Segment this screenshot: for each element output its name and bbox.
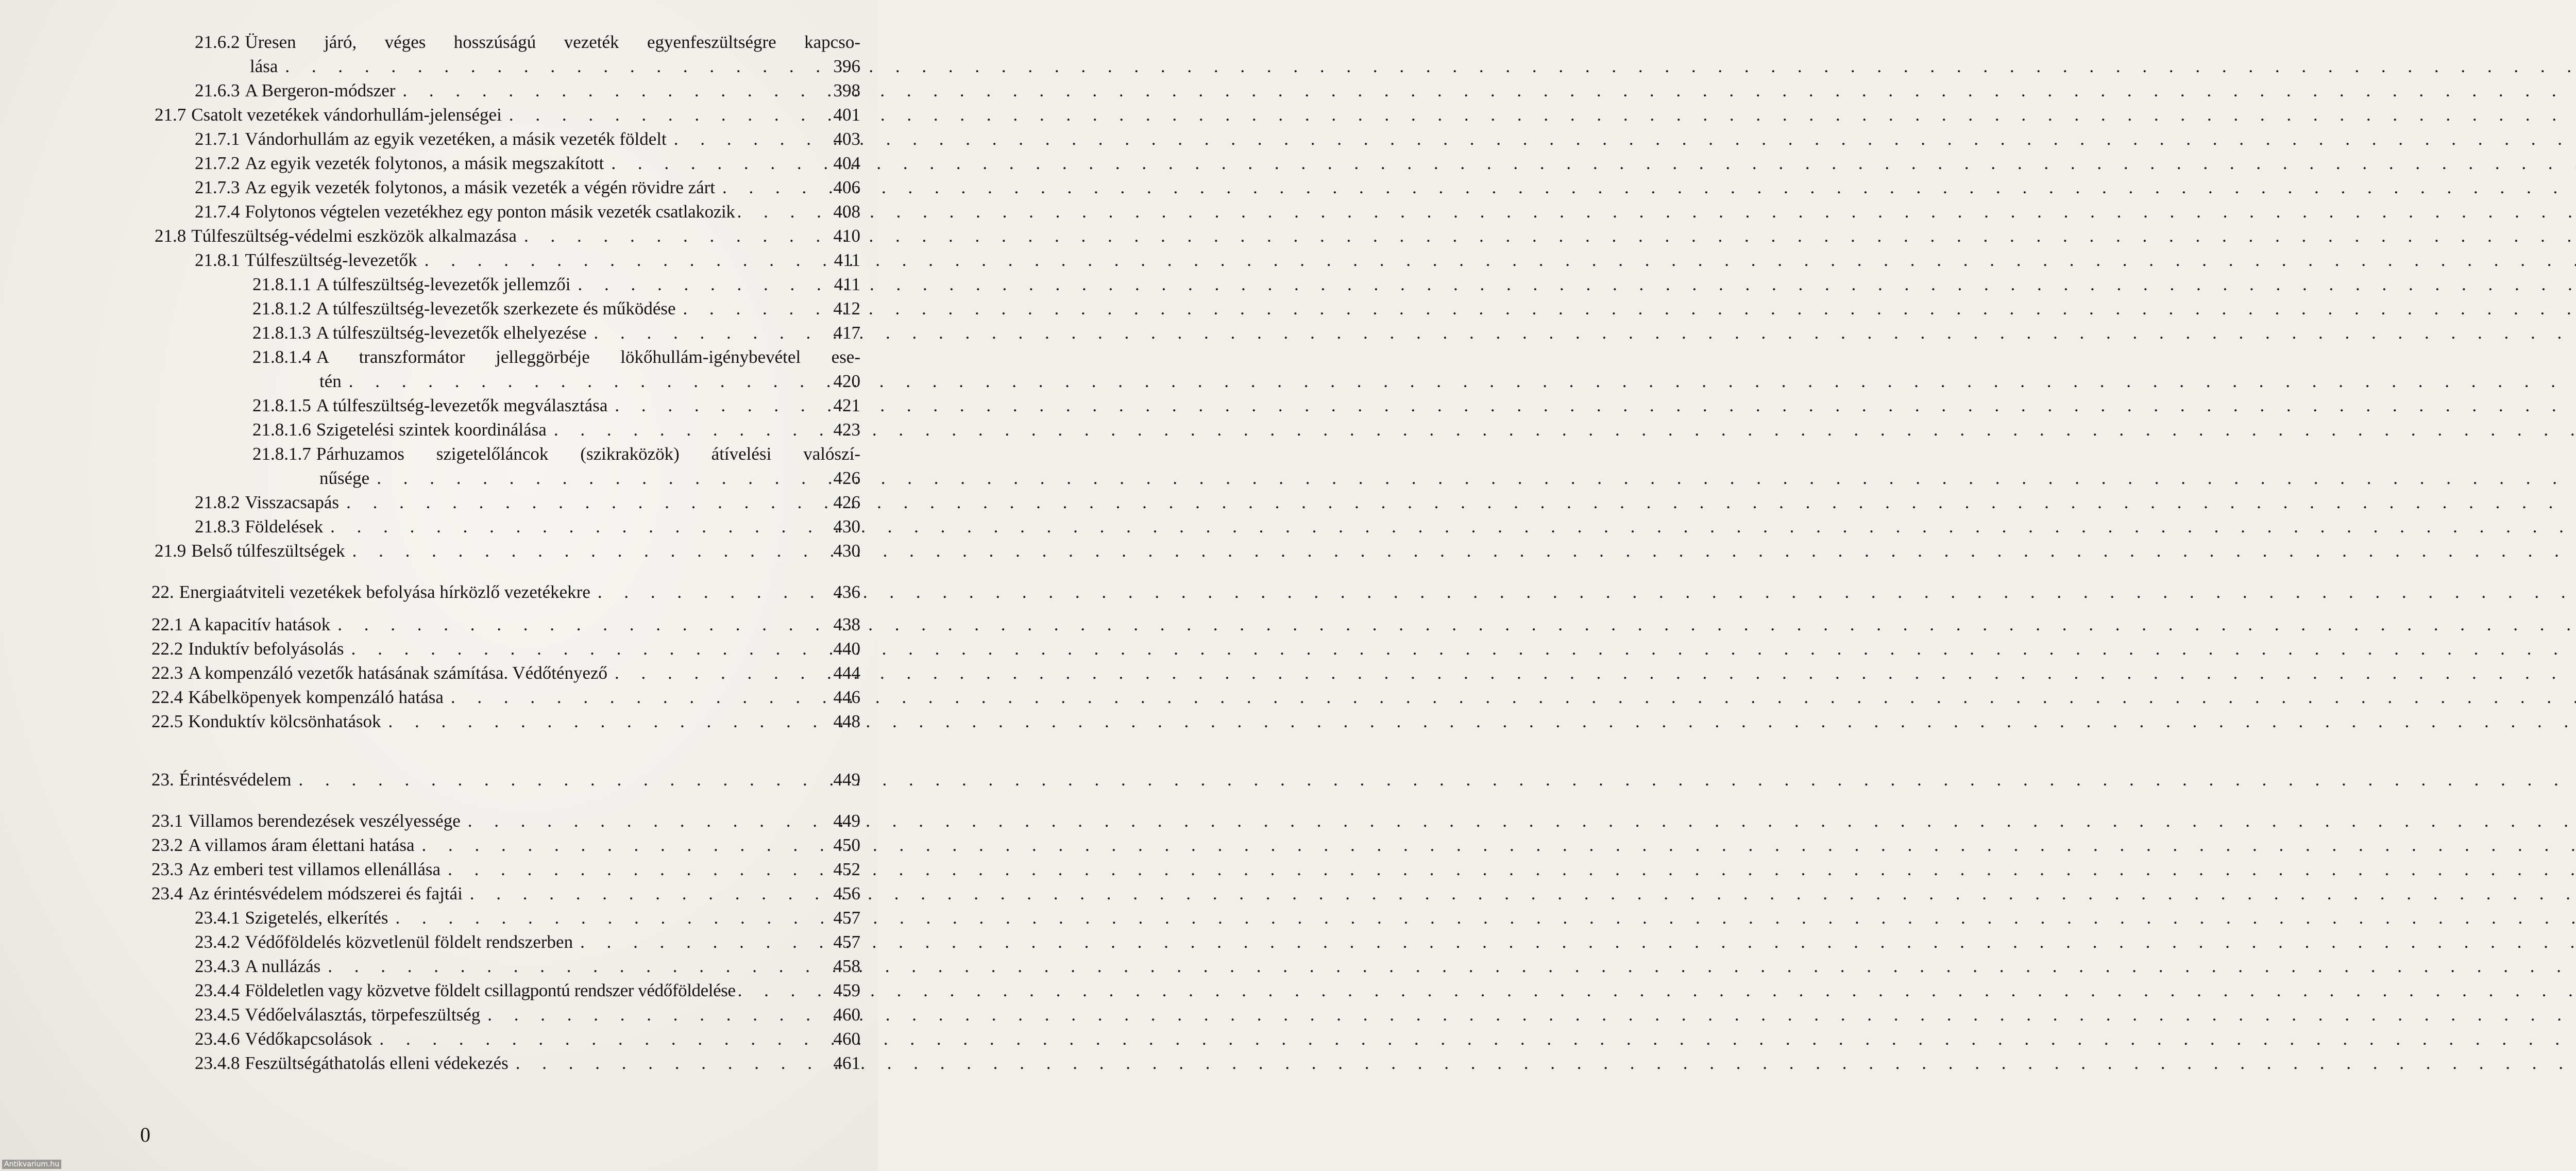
leader-dots [388, 709, 822, 733]
toc-number: 23.4.3 [195, 956, 240, 976]
toc-title-continued: nűsége [319, 468, 370, 488]
toc-entry-22-4 [151, 685, 860, 709]
toc-page-number: 449 [833, 811, 860, 831]
toc-title: A túlfeszültség-levezetők elhelyezése [316, 323, 587, 343]
leader-dots [674, 127, 822, 151]
toc-title: A transzformátor jelleggörbéje lökőhullám-igénybevétel ese- [316, 347, 860, 367]
toc-title: A kapacitív hatások [188, 614, 331, 634]
toc-entry-23-4-3 [195, 954, 860, 978]
toc-number: 21.8.1.1 [252, 274, 311, 294]
toc-title-continued: lása [250, 56, 278, 76]
toc-number: 21.8.1.5 [252, 395, 311, 415]
toc-page-number: 458 [833, 956, 860, 976]
toc-number: 22.5 [151, 711, 183, 731]
leader-dots [395, 906, 822, 930]
toc-page-number: 404 [833, 153, 860, 173]
toc-entry-21-8-1-7 [252, 442, 860, 490]
toc-title: Vándorhullám az egyik vezetéken, a másik vezeték földelt [245, 129, 667, 149]
toc-number: 21.7.1 [195, 129, 240, 149]
leader-dots [349, 369, 822, 393]
toc-entry-23-1 [151, 809, 860, 833]
leader-dots [346, 490, 822, 514]
leader-dots [580, 930, 822, 954]
toc-title: Szigetelési szintek koordinálása [316, 420, 547, 440]
toc-title: Földeletlen vagy közvetve földelt csillagpontú rendszer védőföldelése [245, 980, 736, 1000]
toc-page-number: 396 [833, 56, 860, 76]
toc-page-number: 452 [833, 859, 860, 879]
toc-entry-21-8 [155, 224, 860, 248]
toc-entry-23-4-5 [195, 1002, 860, 1027]
watermark-label: Antikvarium.hu [2, 1160, 61, 1169]
toc-number: 21.8.1.4 [252, 347, 311, 367]
toc-entry-21-8-1-3 [252, 321, 860, 345]
leader-dots [298, 767, 822, 792]
toc-entry-22-1 [151, 612, 860, 637]
toc-entry-21-8-1-1 [252, 272, 860, 296]
toc-page-number: 457 [833, 932, 860, 952]
toc-title-continued: tén [319, 371, 342, 391]
toc-page-number: 460 [833, 1029, 860, 1049]
leader-dots [352, 539, 822, 563]
toc-page-number: 412 [833, 298, 860, 319]
toc-page-number: 430 [833, 516, 860, 537]
toc-number: 23.4.2 [195, 932, 240, 952]
chapter-spacer [155, 733, 860, 767]
toc-entry-21-7 [155, 103, 860, 127]
toc-entry-23-4 [151, 881, 860, 906]
toc-title: Védőelválasztás, törpefeszültség [245, 1005, 481, 1025]
toc-number: 23.4.4 [195, 980, 240, 1000]
page-number-footer: 0 [140, 1123, 150, 1146]
toc-entry-21-9 [155, 539, 860, 563]
toc-number: 22.4 [151, 687, 183, 707]
leader-dots [451, 685, 822, 709]
leader-dots [509, 103, 822, 127]
toc-page-number: 410 [833, 226, 860, 246]
toc-page-number: 438 [833, 614, 860, 634]
toc-entry-21-8-1-2 [252, 296, 860, 321]
toc-number: 21.8.1.6 [252, 420, 311, 440]
toc-page-number: 417 [833, 323, 860, 343]
toc-number: 23. [151, 769, 174, 790]
toc-number: 21.7.4 [195, 202, 240, 222]
leader-dots [468, 809, 822, 833]
toc-page-number: 408 [833, 202, 860, 222]
leader-dots [470, 881, 822, 906]
toc-title: Folytonos végtelen vezetékhez egy ponton másik vezeték csatlakozik [245, 202, 735, 222]
leader-dots [683, 296, 822, 321]
toc-page-number: 411 [834, 274, 860, 294]
toc-number: 21.8.2 [195, 492, 240, 512]
toc-title: Védőkapcsolások [245, 1029, 372, 1049]
toc-title: Konduktív kölcsönhatások [188, 711, 381, 731]
toc-title: A Bergeron-módszer [245, 80, 396, 101]
toc-title: Érintésvédelem [179, 769, 292, 790]
toc-entry-21-6-2 [195, 30, 860, 78]
toc-entry-21-7-3 [195, 175, 860, 199]
leader-dots [448, 857, 822, 881]
toc-page-number: 436 [833, 582, 860, 602]
toc-title: Az érintésvédelem módszerei és fajtái [188, 883, 463, 904]
toc-entry-22-2 [151, 637, 860, 661]
leader-dots [487, 1002, 822, 1027]
toc-entry-21-7-1 [195, 127, 860, 151]
toc-title: Visszacsapás [245, 492, 340, 512]
toc-number: 21.6.3 [195, 80, 240, 101]
toc-number: 21.7.3 [195, 177, 240, 197]
leader-dots [377, 466, 822, 490]
toc-title: Szigetelés, elkerítés [245, 908, 388, 928]
chapter-spacer [155, 563, 860, 580]
toc-number: 23.4.8 [195, 1053, 240, 1073]
toc-page-number: 423 [833, 420, 860, 440]
toc-number: 21.8.3 [195, 516, 240, 537]
toc-page-number: 446 [833, 687, 860, 707]
leader-dots [328, 954, 822, 978]
toc-entry-21-7-2 [195, 151, 860, 175]
toc-number: 21.8 [155, 226, 187, 246]
toc-entry-23-2 [151, 833, 860, 857]
toc-number: 21.8.1.7 [252, 444, 311, 464]
toc-number: 21.8.1 [195, 250, 240, 270]
toc-page-number: 459 [833, 980, 860, 1000]
toc-entry-21-8-1-5 [252, 393, 860, 417]
toc-number: 21.7 [155, 105, 187, 125]
toc-entry-22-3 [151, 661, 860, 685]
toc-title: Villamos berendezések veszélyessége [188, 811, 461, 831]
toc-title: Az egyik vezeték folytonos, a másik vezeték a végén rövidre zárt [245, 177, 716, 197]
toc-number: 22.1 [151, 614, 183, 634]
leader-dots [330, 514, 822, 539]
toc-title: Túlfeszültség-levezetők [245, 250, 417, 270]
toc-page-number: 426 [833, 492, 860, 512]
toc-entry-21-8-1 [195, 248, 860, 272]
leader-dots [402, 78, 822, 103]
toc-title: A nullázás [245, 956, 321, 976]
toc-page-number: 421 [833, 395, 860, 415]
toc-number: 21.9 [155, 541, 187, 561]
leader-dots [722, 175, 822, 199]
toc-page-number: 406 [833, 177, 860, 197]
toc-entry-21-8-3 [195, 514, 860, 539]
leader-dots [351, 637, 822, 661]
toc-title: Kábelköpenyek kompenzáló hatása [188, 687, 444, 707]
toc-page-number: 426 [833, 468, 860, 488]
toc-page-number: 460 [833, 1005, 860, 1025]
toc-page-number: 444 [833, 663, 860, 683]
toc-entry-21-8-2 [195, 490, 860, 514]
toc-page-number: 440 [833, 639, 860, 659]
toc-number: 22. [151, 582, 174, 602]
toc-number: 23.3 [151, 859, 183, 879]
book-page [0, 0, 878, 1171]
toc-page-number: 403 [833, 129, 860, 149]
toc-entry-21-8-1-6 [252, 417, 860, 442]
leader-dots [524, 224, 822, 248]
toc-number: 23.4.1 [195, 908, 240, 928]
toc-entry-22 [151, 580, 860, 604]
toc-number: 21.8.1.2 [252, 298, 311, 319]
leader-dots [337, 612, 822, 637]
toc-page-number: 457 [833, 908, 860, 928]
toc-title: A túlfeszültség-levezetők megválasztása [316, 395, 608, 415]
leader-dots [615, 661, 822, 685]
leader-dots [422, 833, 822, 857]
toc-number: 23.4.5 [195, 1005, 240, 1025]
toc-title: A kompenzáló vezetők hatásának számítása. Védőtényező [188, 663, 608, 683]
toc-page-number: 456 [833, 883, 860, 904]
toc-number: 23.1 [151, 811, 183, 831]
leader-dots [737, 199, 827, 224]
leader-dots [578, 272, 822, 296]
toc-title: Üresen járó, véges hosszúságú vezeték egyenfeszültségre kapcso- [245, 32, 860, 52]
toc-title: Induktív befolyásolás [188, 639, 344, 659]
toc-title: Feszültségáthatolás elleni védekezés [245, 1053, 509, 1073]
leader-dots [379, 1027, 822, 1051]
toc-title: Csatolt vezetékek vándorhullám-jelenségei [191, 105, 502, 125]
toc-entry-22-5 [151, 709, 860, 733]
toc-entry-23-4-2 [195, 930, 860, 954]
toc-title: Belső túlfeszültségek [191, 541, 345, 561]
toc-entry-23-4-4 [195, 978, 860, 1002]
toc-page-number: 401 [833, 105, 860, 125]
toc-number: 23.4 [151, 883, 183, 904]
toc-entry-23 [151, 767, 860, 792]
toc-entry-23-4-1 [195, 906, 860, 930]
toc-title: Az emberi test villamos ellenállása [188, 859, 441, 879]
toc-number: 22.3 [151, 663, 183, 683]
toc-title: Túlfeszültség-védelmi eszközök alkalmazása [191, 226, 517, 246]
toc-page-number: 420 [833, 371, 860, 391]
toc-entry-23-4-6 [195, 1027, 860, 1051]
leader-dots [285, 54, 822, 78]
toc-title: Földelések [245, 516, 324, 537]
section-spacer [155, 604, 860, 612]
section-spacer [155, 792, 860, 809]
toc-entry-21-8-1-4 [252, 345, 860, 393]
toc-number: 21.7.2 [195, 153, 240, 173]
toc-title: A túlfeszültség-levezetők jellemzői [316, 274, 571, 294]
toc-title: Az egyik vezeték folytonos, a másik megszakított [245, 153, 604, 173]
leader-dots [598, 580, 822, 604]
toc-number: 23.2 [151, 835, 183, 855]
toc-title: Védőföldelés közvetlenül földelt rendszerben [245, 932, 573, 952]
toc-number: 21.8.1.3 [252, 323, 311, 343]
toc-number: 23.4.6 [195, 1029, 240, 1049]
leader-dots [594, 321, 822, 345]
leader-dots [615, 393, 822, 417]
toc-entry-21-7-4 [195, 199, 860, 224]
toc-page-number: 461 [833, 1053, 860, 1073]
toc-page-number: 430 [833, 541, 860, 561]
toc-page-number: 448 [833, 711, 860, 731]
leader-dots [611, 151, 822, 175]
leader-dots [554, 417, 822, 442]
toc-title: Párhuzamos szigetelőláncok (szikraközök) átívelési valószí- [316, 444, 860, 464]
toc-page-number: 411 [834, 250, 860, 270]
toc-page-number: 398 [833, 80, 860, 101]
leader-dots [516, 1051, 822, 1075]
toc-entry-23-4-8 [195, 1051, 860, 1075]
toc-title: A villamos áram élettani hatása [188, 835, 415, 855]
toc-title: A túlfeszültség-levezetők szerkezete és működése [316, 298, 676, 319]
toc-page-number: 450 [833, 835, 860, 855]
toc-entry-23-3 [151, 857, 860, 881]
toc-number: 21.6.2 [195, 32, 240, 52]
table-of-contents [151, 30, 860, 1075]
leader-dots [738, 978, 827, 1002]
toc-page-number: 449 [833, 769, 860, 790]
toc-entry-21-6-3 [195, 78, 860, 103]
leader-dots [425, 248, 822, 272]
toc-title: Energiaátviteli vezetékek befolyása hírközlő vezetékekre [179, 582, 590, 602]
toc-number: 22.2 [151, 639, 183, 659]
